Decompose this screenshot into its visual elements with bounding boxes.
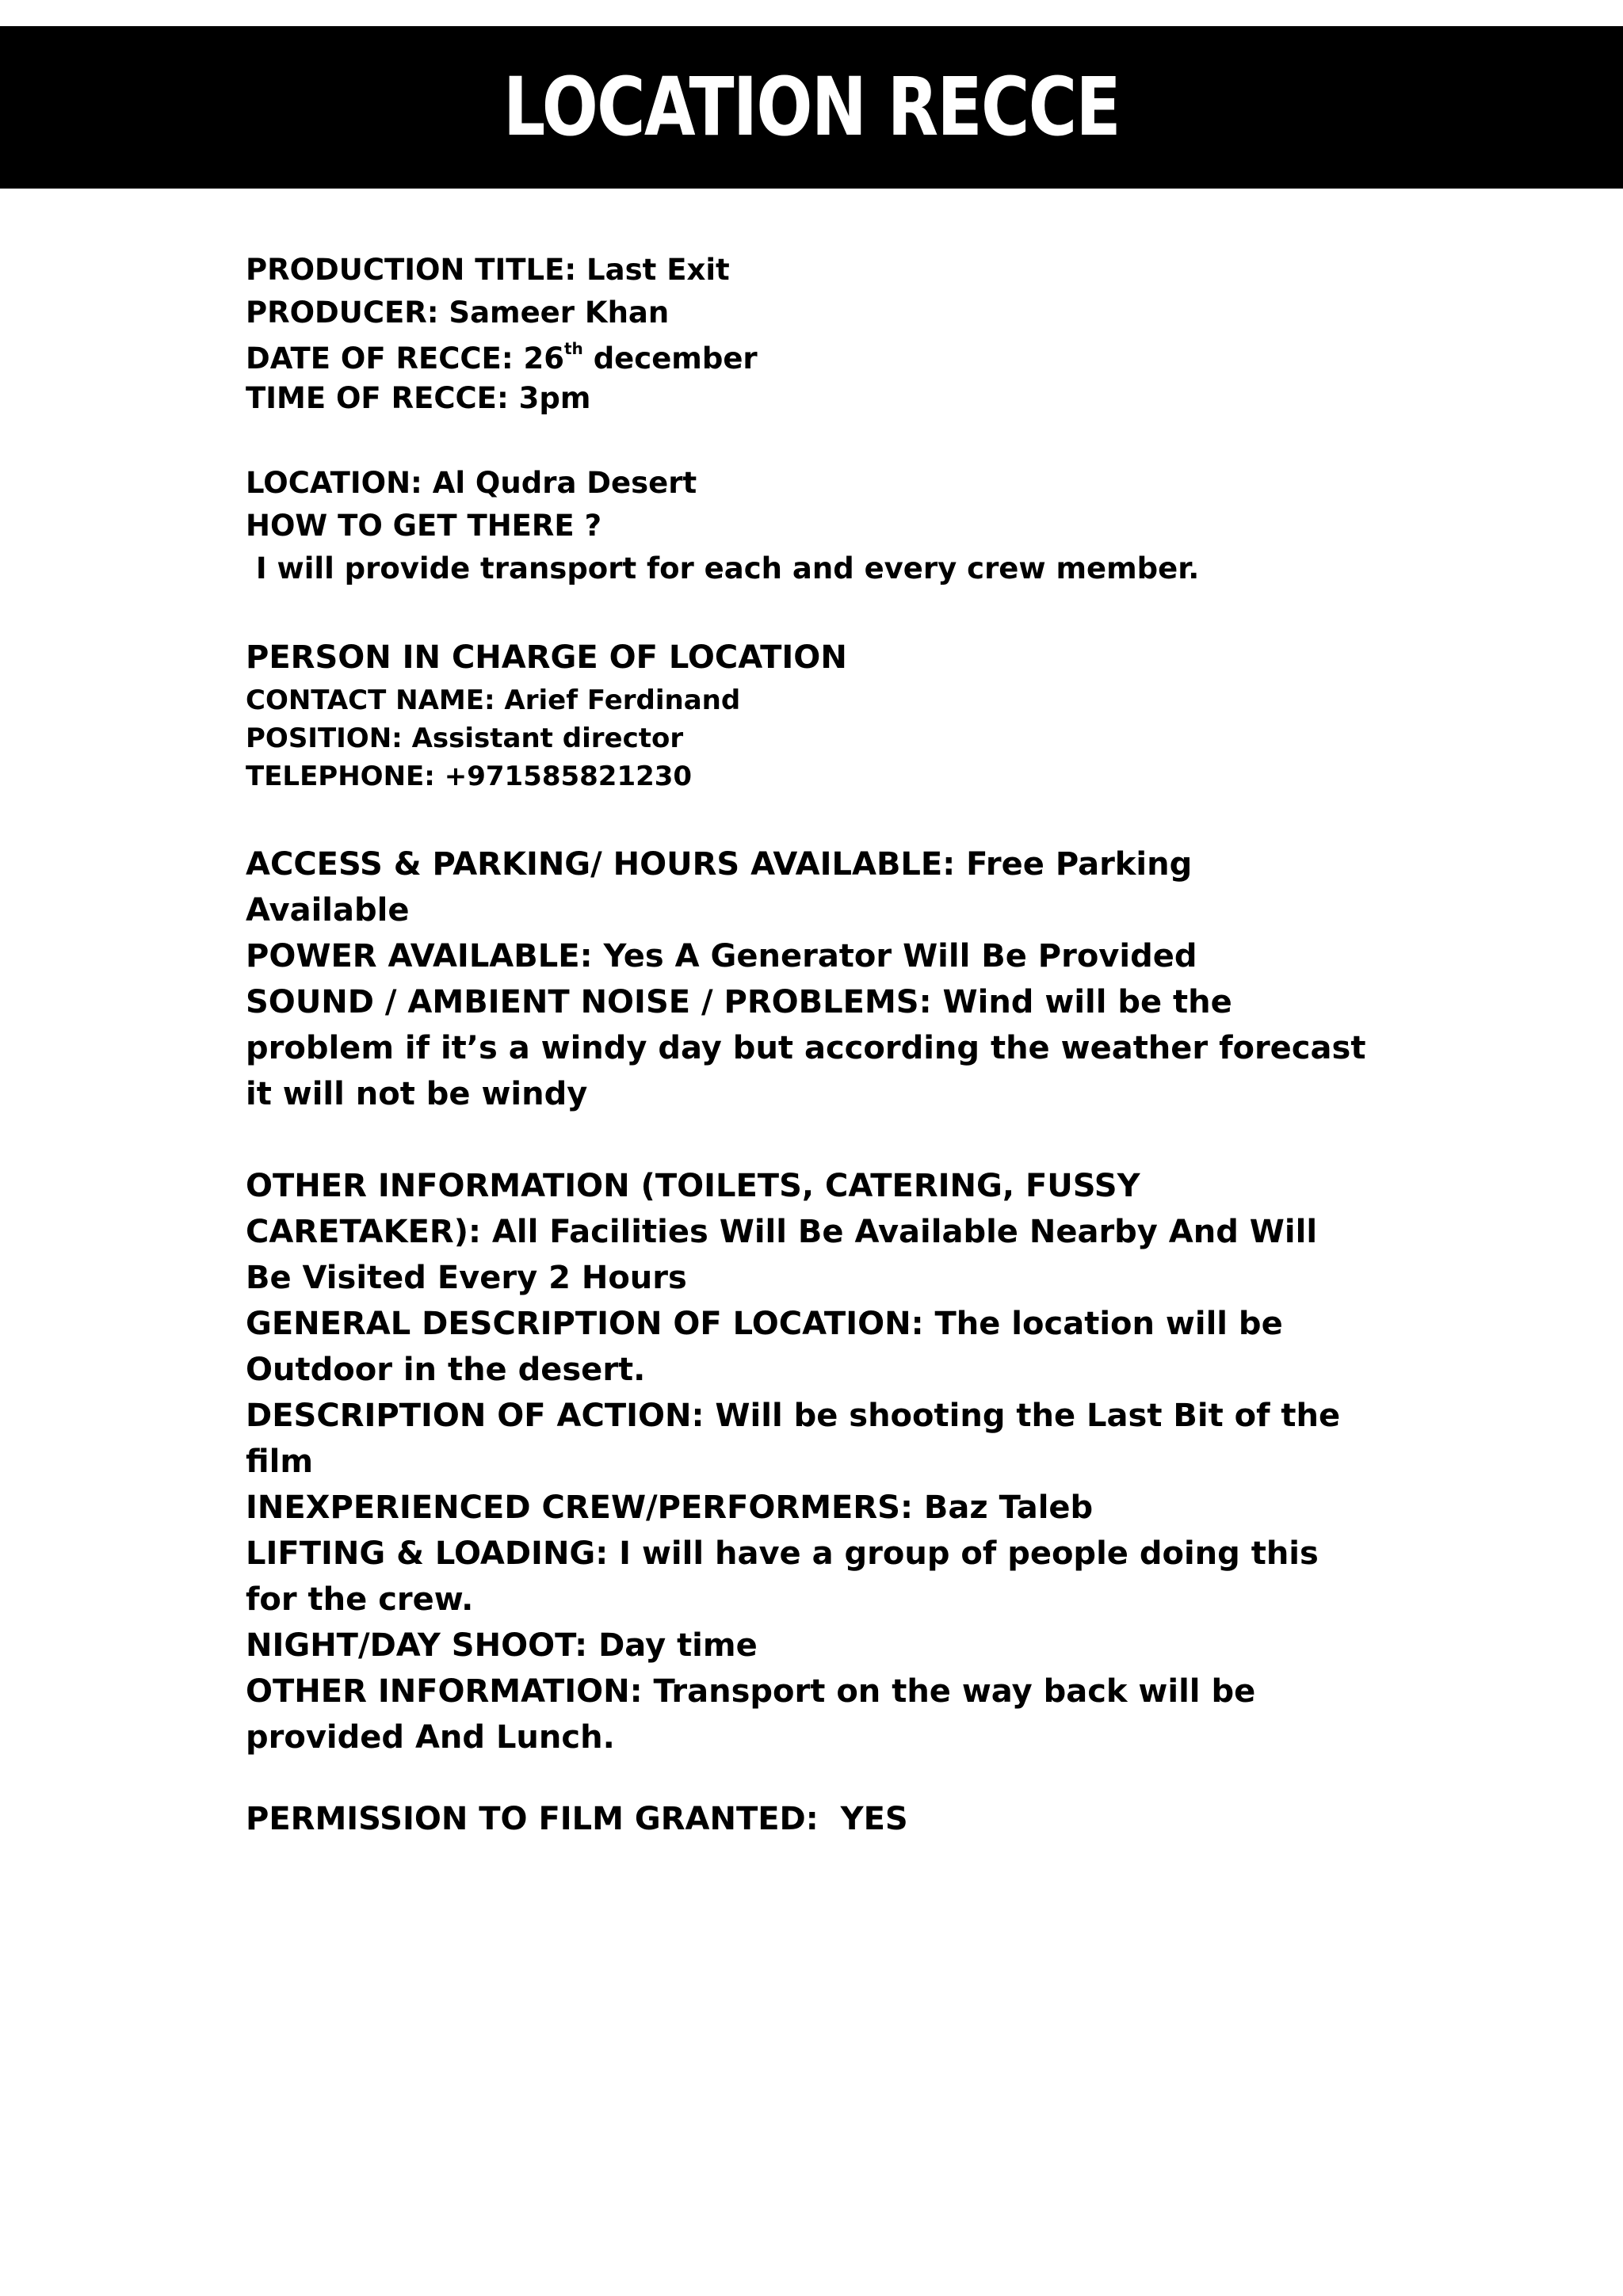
- location-line: LOCATION: Al Qudra Desert: [246, 466, 697, 500]
- page-title: LOCATION RECCE: [503, 60, 1120, 154]
- date-line: [246, 339, 758, 376]
- other-line-3: Be Visited Every 2 Hours: [246, 1260, 687, 1296]
- time-line: TIME OF RECCE: 3pm: [246, 381, 591, 415]
- other-info-line-1: OTHER INFORMATION: Transport on the way back will be: [246, 1673, 1256, 1710]
- producer-line: PRODUCER: Sameer Khan: [246, 296, 670, 330]
- other-info-line-2: provided And Lunch.: [246, 1719, 615, 1756]
- date-suffix: december: [582, 341, 758, 376]
- access-line-2: Available: [246, 892, 410, 929]
- access-line-1: ACCESS & PARKING/ HOURS AVAILABLE: Free Parking: [246, 846, 1193, 883]
- contact-line: CONTACT NAME: Arief Ferdinand: [246, 685, 741, 716]
- lifting-line-2: for the crew.: [246, 1581, 474, 1618]
- night-day-line: NIGHT/DAY SHOOT: Day time: [246, 1627, 758, 1664]
- date-ordinal: th: [564, 339, 583, 358]
- action-line-1: DESCRIPTION OF ACTION: Will be shooting the Last Bit of the: [246, 1398, 1341, 1434]
- action-line-2: film: [246, 1444, 314, 1480]
- sound-line-3: it will not be windy: [246, 1076, 588, 1112]
- sound-line-1: SOUND / AMBIENT NOISE / PROBLEMS: Wind will be the: [246, 984, 1232, 1020]
- general-description-line-2: Outdoor in the desert.: [246, 1352, 646, 1388]
- power-line: POWER AVAILABLE: Yes A Generator Will Be Provided: [246, 938, 1197, 974]
- production-title-line: PRODUCTION TITLE: Last Exit: [246, 253, 730, 287]
- date-prefix: DATE OF RECCE: 26: [246, 341, 564, 376]
- position-line: POSITION: Assistant director: [246, 723, 684, 754]
- lifting-line-1: LIFTING & LOADING: I will have a group of people doing this: [246, 1535, 1319, 1572]
- how-to-get-there-line: HOW TO GET THERE ?: [246, 509, 602, 543]
- permission-line: PERMISSION TO FILM GRANTED: YES: [246, 1801, 908, 1837]
- other-line-2: CARETAKER): All Facilities Will Be Available Nearby And Will: [246, 1214, 1318, 1250]
- person-heading: PERSON IN CHARGE OF LOCATION: [246, 639, 847, 676]
- general-description-line-1: GENERAL DESCRIPTION OF LOCATION: The location will be: [246, 1306, 1283, 1342]
- sound-line-2: problem if it’s a windy day but according the weather forecast: [246, 1030, 1366, 1066]
- telephone-line: TELEPHONE: +971585821230: [246, 761, 693, 792]
- crew-line: INEXPERIENCED CREW/PERFORMERS: Baz Taleb: [246, 1489, 1094, 1526]
- other-line-1: OTHER INFORMATION (TOILETS, CATERING, FUSSY: [246, 1168, 1140, 1204]
- transport-line: I will provide transport for each and every crew member.: [246, 551, 1200, 585]
